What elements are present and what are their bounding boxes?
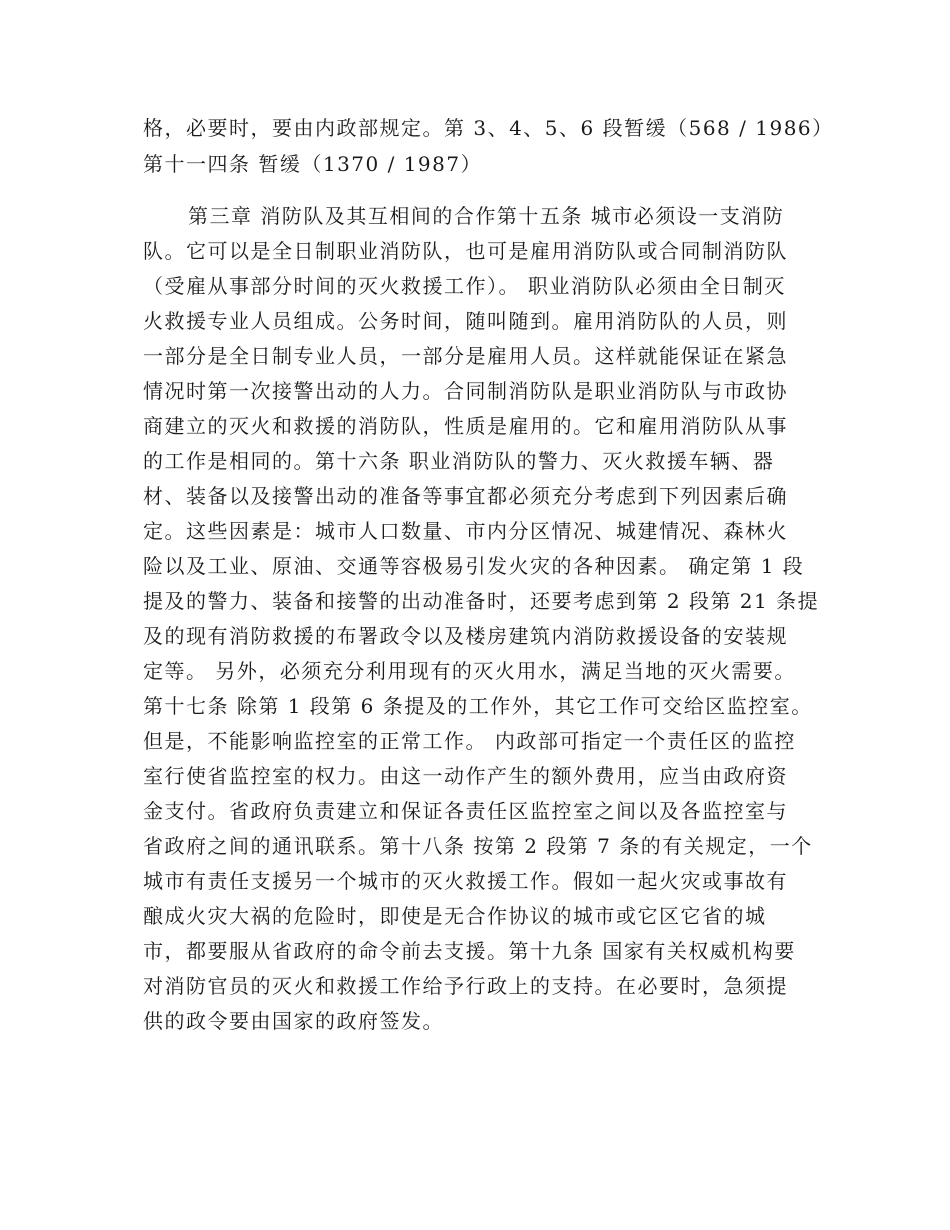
text-line: 对消防官员的灭火和救援工作给予行政上的支持。在必要时，急须提 bbox=[143, 974, 788, 998]
text-line: 供的政令要由国家的政府签发。 bbox=[143, 1009, 444, 1033]
text-line: 第十一四条 暂缓（1370 / 1987） bbox=[143, 152, 483, 176]
text-line: （受雇从事部分时间的灭火救援工作）。 职业消防队必须由全日制灭 bbox=[143, 274, 786, 298]
text-line: 队。它可以是全日制职业消防队，也可是雇用消防队或合同制消防队 bbox=[143, 239, 788, 263]
text-line: 一部分是全日制专业人员，一部分是雇用人员。这样就能保证在紧急 bbox=[143, 344, 788, 368]
text-line: 室行使省监控室的权力。由这一动作产生的额外费用，应当由政府资 bbox=[143, 764, 788, 788]
text-line: 的工作是相同的。第十六条 职业消防队的警力、灭火救援车辆、器 bbox=[143, 449, 775, 473]
text-line: 酿成火灾大祸的危险时，即使是无合作协议的城市或它区它省的城 bbox=[143, 904, 767, 928]
text-line: 材、装备以及接警出动的准备等事宜都必须充分考虑到下列因素后确 bbox=[143, 484, 788, 508]
text-line: 险以及工业、原油、交通等容极易引发火灾的各种因素。 确定第 1 段 bbox=[143, 554, 805, 578]
text-line: 提及的警力、装备和接警的出动准备时，还要考虑到第 2 段第 21 条提 bbox=[143, 589, 820, 613]
text-line: 但是，不能影响监控室的正常工作。 内政部可指定一个责任区的监控 bbox=[143, 729, 796, 753]
text-line: 城市有责任支援另一个城市的灭火救援工作。假如一起火灾或事故有 bbox=[143, 869, 788, 893]
text-line: 及的现有消防救援的布署政令以及楼房建筑内消防救援设备的安装规 bbox=[143, 624, 788, 648]
text-line: 火救援专业人员组成。公务时间，随叫随到。雇用消防队的人员，则 bbox=[143, 309, 788, 333]
text-line: 第三章 消防队及其互相间的合作第十五条 城市必须设一支消防 bbox=[188, 204, 785, 228]
text-line: 情况时第一次接警出动的人力。合同制消防队是职业消防队与市政协 bbox=[143, 379, 788, 403]
text-line: 格，必要时，要由内政部规定。第 3、4、5、6 段暂缓（568 / 1986） bbox=[143, 116, 834, 140]
text-line: 省政府之间的通讯联系。第十八条 按第 2 段第 7 条的有关规定，一个 bbox=[143, 834, 813, 858]
text-line: 第十七条 除第 1 段第 6 条提及的工作外，其它工作可交给区监控室。 bbox=[143, 694, 813, 718]
text-line: 金支付。省政府负责建立和保证各责任区监控室之间以及各监控室与 bbox=[143, 799, 788, 823]
text-line: 定。这些因素是：城市人口数量、市内分区情况、城建情况、森林火 bbox=[143, 519, 788, 543]
text-line: 定等。 另外，必须充分利用现有的灭火用水，满足当地的灭火需要。 bbox=[143, 659, 796, 683]
text-line: 商建立的灭火和救援的消防队，性质是雇用的。它和雇用消防队从事 bbox=[143, 414, 788, 438]
text-line: 市，都要服从省政府的命令前去支援。第十九条 国家有关权威机构要 bbox=[143, 939, 796, 963]
